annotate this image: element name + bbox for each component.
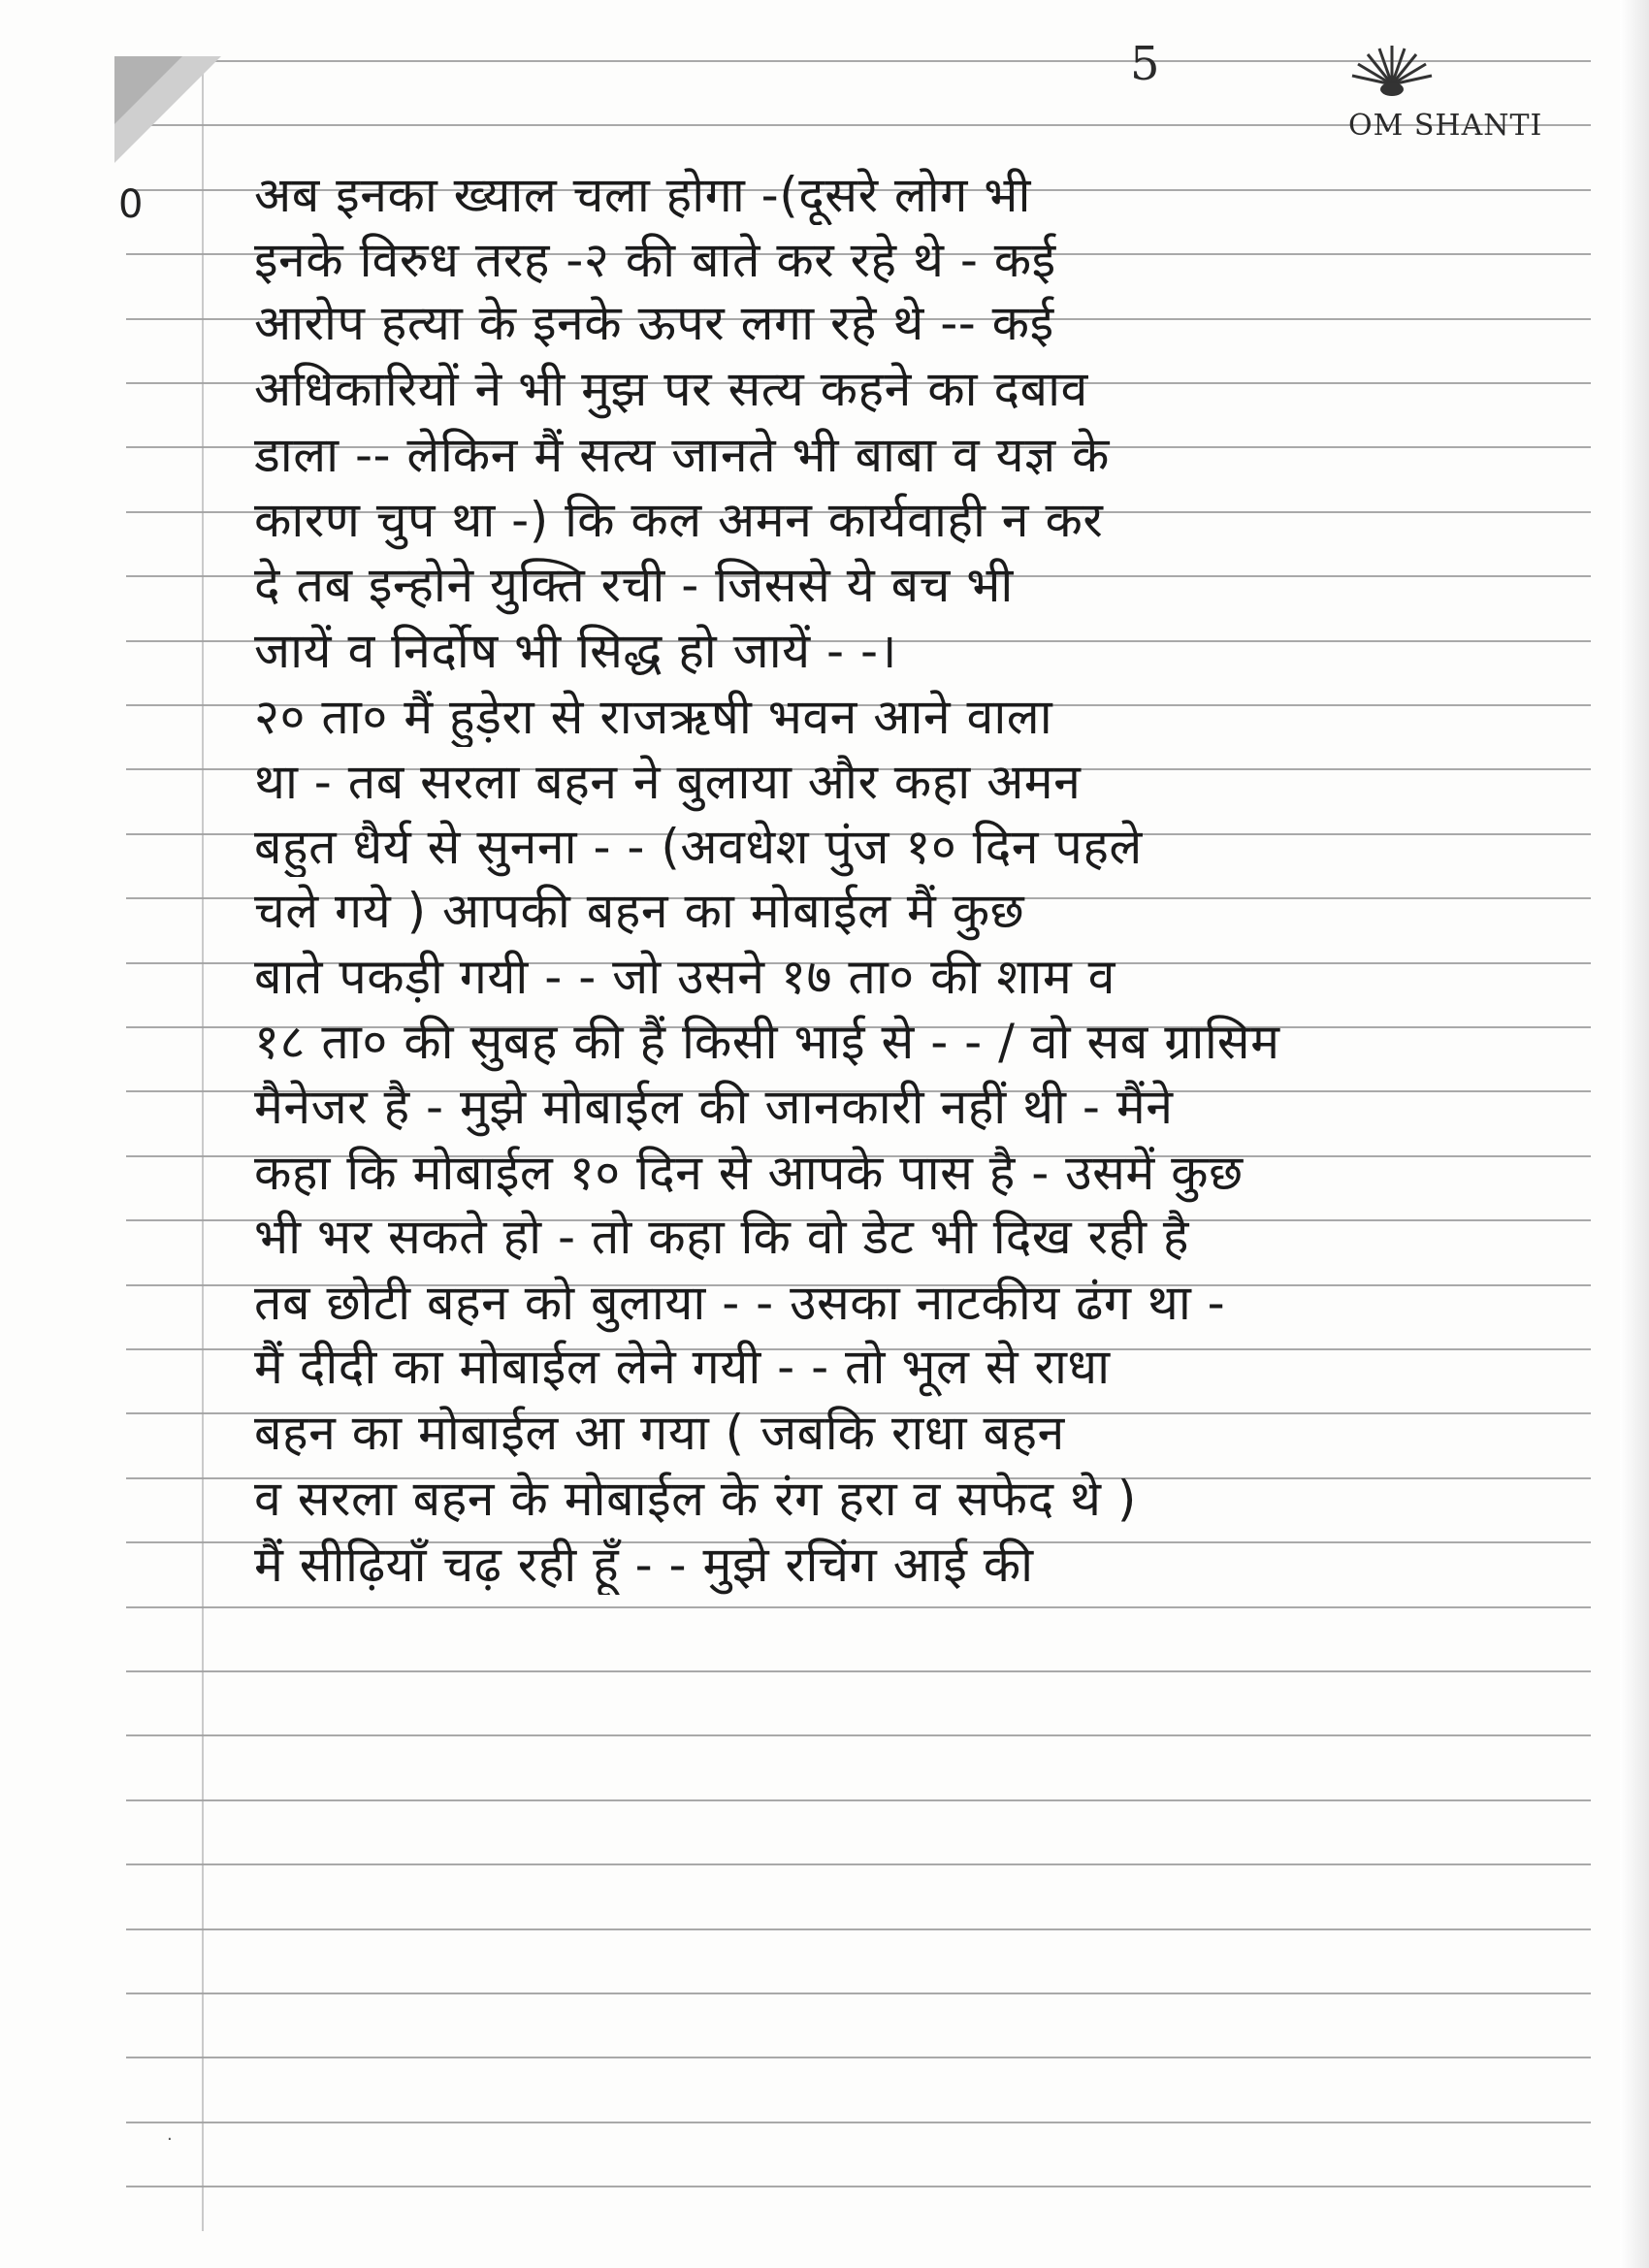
text-line: व सरला बहन के मोबाईल के रंग हरा व सफेद थे )	[254, 1471, 1137, 1527]
ruled-line	[126, 2122, 1591, 2123]
ruled-line	[126, 1928, 1591, 1930]
text-line: अब इनका ख्याल चला होगा -(दूसरे लोग भी	[254, 167, 1031, 223]
text-line: कहा कि मोबाईल १० दिन से आपके पास है - उसमें कुछ	[254, 1145, 1244, 1201]
ruled-line	[126, 1863, 1591, 1865]
text-line: कारण चुप था -) कि कल अमन कार्यवाही न कर	[254, 492, 1104, 548]
text-line: था - तब सरला बहन ने बुलाया और कहा अमन	[254, 754, 1082, 810]
text-line: इनके विरुध तरह -२ की बाते कर रहे थे - कई	[254, 232, 1056, 288]
ruled-line	[126, 1734, 1591, 1736]
text-line: बाते पकड़ी गयी - - जो उसने १७ ता० की शाम व	[254, 949, 1116, 1005]
ruled-line	[126, 1670, 1591, 1672]
page-corner-fold-shadow	[114, 56, 182, 124]
ruled-line	[126, 1606, 1591, 1608]
logo-text: OM SHANTI	[1348, 109, 1543, 143]
text-line: दे तब इन्होने युक्ति रची - जिससे ये बच भी	[254, 557, 1014, 613]
text-line: जायें व निर्दोष भी सिद्ध हो जायें - -।	[254, 623, 897, 679]
text-line: मैं दीदी का मोबाईल लेने गयी - - तो भूल से राधा	[254, 1339, 1111, 1395]
text-line: मैं सीढ़ियाँ चढ़ रही हूँ - - मुझे रचिंग आई की	[254, 1537, 1034, 1593]
text-line: भी भर सकते हो - तो कहा कि वो डेट भी दिख रही है	[254, 1209, 1189, 1265]
text-line: अधिकारियों ने भी मुझ पर सत्य कहने का दबाव	[254, 361, 1088, 417]
ruled-line	[126, 2057, 1591, 2058]
text-line: बहन का मोबाईल आ गया ( जबकि राधा बहन	[254, 1405, 1065, 1461]
stray-mark: ·	[167, 2129, 173, 2150]
text-line: २० ता० मैं हुड़ेरा से राजऋषी भवन आने वाला	[254, 689, 1053, 745]
text-line: डाला -- लेकिन मैं सत्य जानते भी बाबा व यज्ञ के	[254, 427, 1110, 483]
page-number: 5	[1130, 37, 1160, 91]
margin-line	[202, 58, 204, 2231]
ruled-line	[126, 1993, 1591, 1994]
ruled-line	[126, 2186, 1591, 2187]
text-line: चले गये ) आपकी बहन का मोबाईल मैं कुछ	[254, 883, 1025, 939]
text-line: आरोप हत्या के इनके ऊपर लगा रहे थे -- कई	[254, 295, 1054, 351]
text-line: १८ ता० की सुबह की हैं किसी भाई से - - / वो सब ग्रासिम	[254, 1014, 1280, 1070]
text-line: मैनेजर है - मुझे मोबाईल की जानकारी नहीं थी - मैंने	[254, 1079, 1174, 1135]
text-line: तब छोटी बहन को बुलाया - - उसका नाटकीय ढंग था -	[254, 1275, 1226, 1331]
text-line: बहुत धैर्य से सुनना - - (अवधेश पुंज १० दिन पहले	[254, 819, 1143, 875]
ruled-line	[126, 1799, 1591, 1801]
page-edge-shadow	[1620, 0, 1649, 2268]
line-marker: 0	[118, 182, 144, 227]
